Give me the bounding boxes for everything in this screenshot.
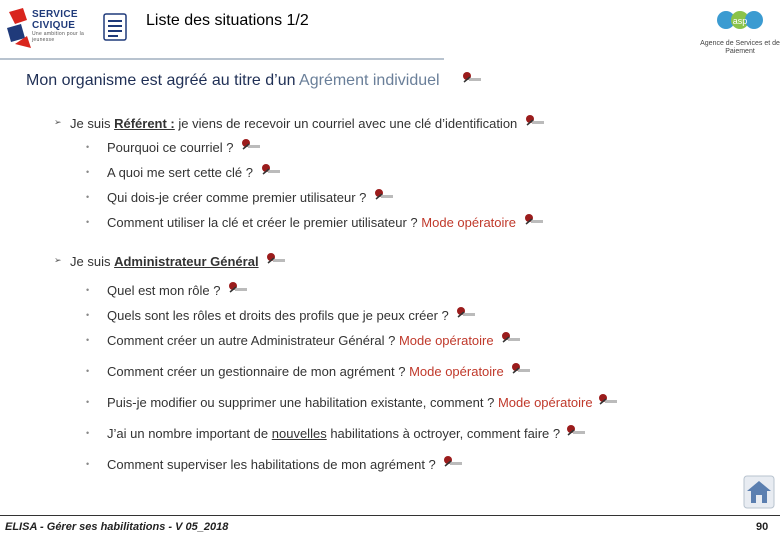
- sub-bullet: •: [86, 167, 90, 177]
- list-item[interactable]: Comment superviser les habilitations de mon agrément ?: [107, 455, 465, 472]
- list-item[interactable]: Comment créer un autre Administrateur Général ? Mode opératoire: [107, 331, 523, 348]
- key-icon[interactable]: [462, 71, 484, 86]
- list-item[interactable]: Quels sont les rôles et droits des profils que je peux créer ?: [107, 306, 478, 323]
- sub-bullet: •: [86, 397, 90, 407]
- key-icon[interactable]: [511, 362, 533, 377]
- list-item[interactable]: Quel est mon rôle ?: [107, 281, 250, 298]
- key-icon[interactable]: [374, 188, 396, 203]
- list-item[interactable]: Puis-je modifier ou supprimer une habilitation existante, comment ? Mode opératoire: [107, 393, 620, 410]
- mode-operatoire-link[interactable]: Mode opératoire: [497, 395, 593, 410]
- bullet-arrow: ➢: [54, 255, 62, 265]
- key-icon[interactable]: [598, 393, 620, 408]
- sub-bullet: •: [86, 217, 90, 227]
- service-civique-wordmark: SERVICE CIVIQUE Une ambition pour la jeunesse: [32, 9, 85, 43]
- footer-text: ELISA - Gérer ses habilitations - V 05_2018: [5, 521, 229, 533]
- sub-bullet: •: [86, 366, 90, 376]
- list-item[interactable]: Qui dois-je créer comme premier utilisateur ?: [107, 188, 396, 205]
- asp-subtitle: Agence de Services et de Paiement: [700, 40, 780, 55]
- key-icon[interactable]: [228, 281, 250, 296]
- list-item[interactable]: Pourquoi ce courriel ?: [107, 138, 263, 155]
- list-item[interactable]: Comment créer un gestionnaire de mon agrément ? Mode opératoire: [107, 362, 533, 379]
- key-icon[interactable]: [443, 455, 465, 470]
- sub-bullet: •: [86, 459, 90, 469]
- sub-bullet: •: [86, 428, 90, 438]
- page-number: 90: [756, 521, 769, 533]
- svg-text:asp: asp: [732, 16, 748, 26]
- mode-operatoire-link[interactable]: Mode opératoire: [398, 333, 494, 348]
- bullet-arrow: ➢: [54, 117, 62, 127]
- home-icon[interactable]: [743, 475, 775, 509]
- key-icon[interactable]: [525, 114, 547, 129]
- key-icon[interactable]: [261, 163, 283, 178]
- list-item[interactable]: J’ai un nombre important de nouvelles habilitations à octroyer, comment faire ?: [107, 424, 588, 441]
- sub-bullet: •: [86, 310, 90, 320]
- sub-bullet: •: [86, 285, 90, 295]
- mode-operatoire-link[interactable]: Mode opératoire: [409, 364, 504, 379]
- list-icon[interactable]: [103, 13, 127, 41]
- sub-bullet: •: [86, 335, 90, 345]
- mode-operatoire-link[interactable]: Mode opératoire: [421, 215, 516, 230]
- list-item[interactable]: A quoi me sert cette clé ?: [107, 163, 283, 180]
- section-referent[interactable]: Je suis Référent : je viens de recevoir un courriel avec une clé d’identification: [70, 114, 547, 131]
- sub-bullet: •: [86, 142, 90, 152]
- key-icon[interactable]: [524, 213, 546, 228]
- sub-bullet: •: [86, 192, 90, 202]
- main-heading: [26, 71, 484, 90]
- key-icon[interactable]: [456, 306, 478, 321]
- section-admin-general[interactable]: Je suis Administrateur Général: [70, 252, 288, 269]
- heading-highlight: Agrément individuel: [299, 72, 440, 89]
- list-item[interactable]: Comment utiliser la clé et créer le premier utilisateur ? Mode opératoire: [107, 213, 546, 230]
- footer-divider: [0, 515, 780, 516]
- key-icon[interactable]: [566, 424, 588, 439]
- key-icon[interactable]: [241, 138, 263, 153]
- heading-prefix: Mon organisme est agréé au titre d’un: [26, 72, 300, 89]
- asp-logo: [716, 6, 764, 34]
- header-divider: [0, 58, 444, 60]
- key-icon[interactable]: [266, 252, 288, 267]
- slide-title: Liste des situations 1/2: [146, 12, 309, 29]
- key-icon[interactable]: [501, 331, 523, 346]
